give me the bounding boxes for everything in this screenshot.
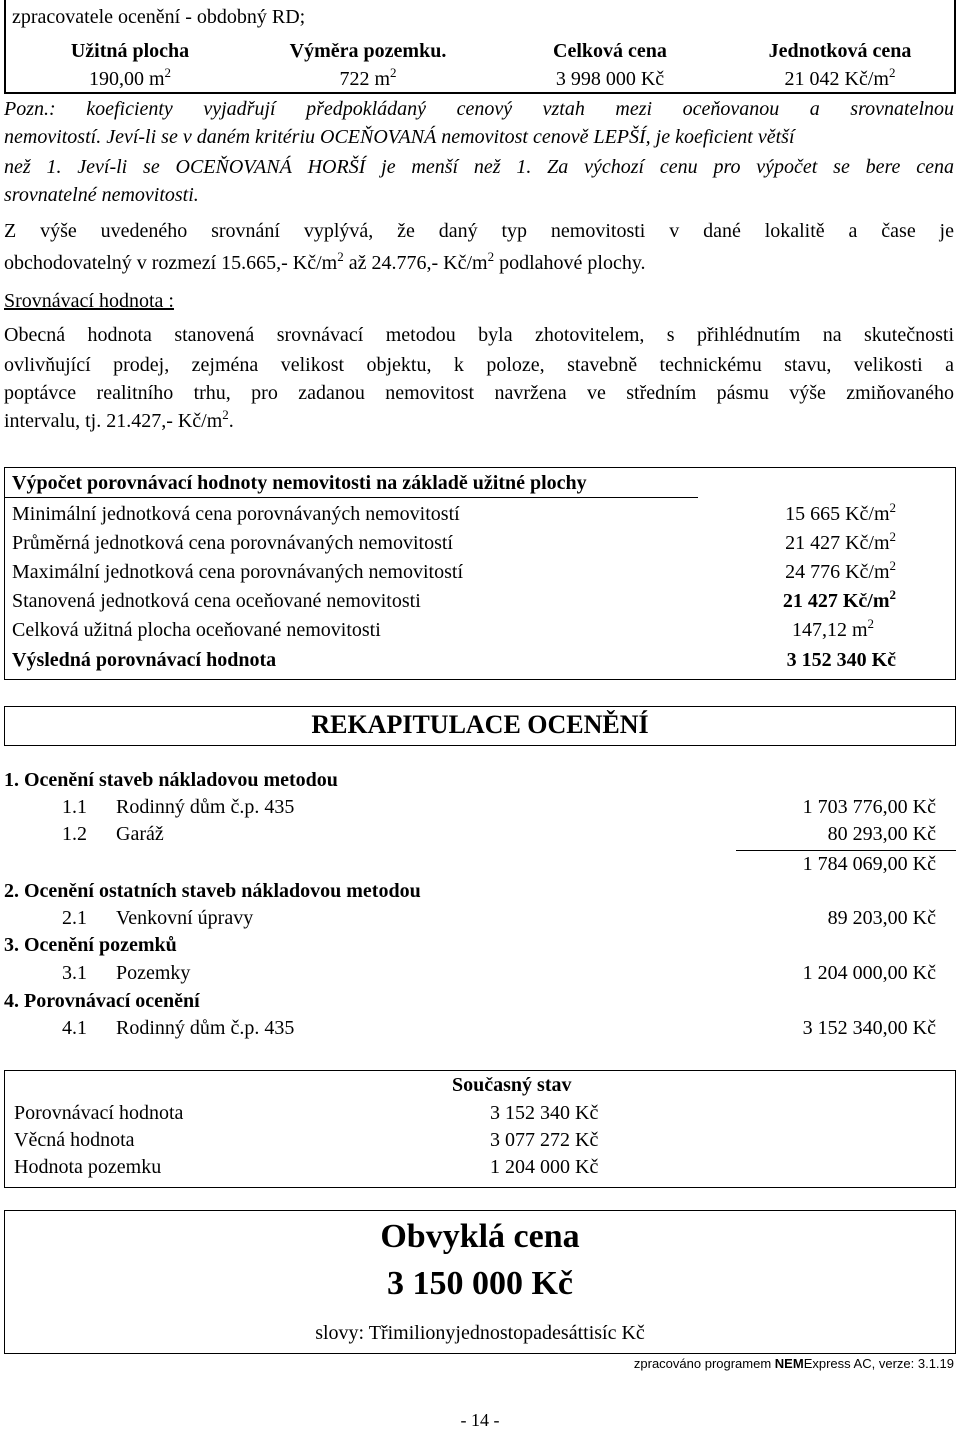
col-vymera-pozemku: Výměra pozemku. — [289, 40, 447, 62]
stav-label: Věcná hodnota — [14, 1129, 135, 1151]
srov-line-2: ovlivňující prodej, zejména velikost objektu, k poloze, stavebně technickému stavu, velikosti a — [4, 354, 954, 376]
calc-value-avg: 21 427 $Kč/m^2$ — [785, 529, 896, 554]
col-celkova-cena: Celková cena — [553, 40, 667, 62]
rekap-item-value: 1 204 000,00 Kč — [802, 962, 936, 984]
calc-value-result: 3 152 340 Kč — [786, 649, 896, 671]
calc-label-max: Maximální jednotková cena porovnávaných nemovitostí — [12, 561, 463, 583]
rekap-item-label: Rodinný dům č.p. 435 — [116, 1017, 295, 1039]
rekap-section-3: 3. Ocenění pozemků — [4, 934, 177, 956]
rekap-item-value: 1 703 776,00 Kč — [802, 796, 936, 818]
rekap-item-value: 80 293,00 Kč — [827, 823, 936, 845]
summary-line-2: obchodovatelný v rozmezí 15.665,- $Kč/m^2$ až 24.776,- $Kč/m^2$ podlahové plochy. — [4, 249, 646, 274]
rekap-item-label: Venkovní úpravy — [116, 907, 254, 929]
val-uzitna-plocha: 190,00 $m^2$ — [88, 65, 172, 90]
col-uzitna-plocha: Užitná plocha — [70, 40, 190, 62]
val-jednotkova-cena: 21 042 $Kč/m^2$ — [784, 65, 896, 90]
calc-value-min: 15 665 $Kč/m^2$ — [785, 500, 896, 525]
calc-title: Výpočet porovnávací hodnoty nemovitosti na základě užitné plochy — [12, 472, 587, 494]
val-celkova-cena: 3 998 000 Kč — [555, 68, 665, 90]
val-vymera-pozemku: 722 $m^2$ — [339, 65, 397, 90]
rekap-section-4: 4. Porovnávací ocenění — [4, 990, 200, 1012]
note-line-2: nemovitostí. Jeví-li se v daném kritériu OCEŇOVANÁ nemovitost cenově LEPŠÍ, je koeficient větší — [4, 126, 795, 148]
stav-value: 1 204 000 Kč — [490, 1156, 599, 1178]
top-heading: zpracovatele ocenění - obdobný RD; — [12, 6, 306, 28]
calc-value-stanovena: 21 427 $Kč/m^2$ — [782, 587, 896, 612]
note-line-1: Pozn.: koeficienty vyjadřují předpokládaný cenový vztah mezi oceňovanou a srovnatelnou — [4, 98, 954, 120]
stav-heading: Současný stav — [452, 1074, 572, 1096]
final-price: 3 150 000 Kč — [386, 1265, 574, 1302]
rekap-item-label: Garáž — [116, 823, 164, 845]
rekap-title: REKAPITULACE OCENĚNÍ — [311, 710, 649, 739]
srov-heading: Srovnávací hodnota : — [4, 290, 174, 312]
rekap-item-num: 4.1 — [62, 1017, 87, 1039]
rekap-item-num: 2.1 — [62, 907, 87, 929]
calc-label-plocha: Celková užitná plocha oceňované nemovitosti — [12, 619, 381, 641]
col-jednotkova-cena: Jednotková cena — [768, 40, 912, 62]
stav-value: 3 152 340 Kč — [490, 1102, 599, 1124]
stav-label: Hodnota pozemku — [14, 1156, 162, 1178]
calc-label-stanovena: Stanovená jednotková cena oceňované nemovitosti — [12, 590, 421, 612]
final-title: Obvyklá cena — [380, 1218, 580, 1255]
calc-label-avg: Průměrná jednotková cena porovnávaných nemovitostí — [12, 532, 453, 554]
rekap-section-1-total: 1 784 069,00 Kč — [802, 853, 936, 875]
calc-value-max: 24 776 $Kč/m^2$ — [785, 558, 896, 583]
stav-label: Porovnávací hodnota — [14, 1102, 184, 1124]
rekap-section-2: 2. Ocenění ostatních staveb nákladovou metodou — [4, 880, 421, 902]
rekap-section-1: 1. Ocenění staveb nákladovou metodou — [4, 769, 338, 791]
rekap-item-num: 3.1 — [62, 962, 87, 984]
note-line-3: než 1. Jeví-li se OCEŇOVANÁ HORŠÍ je menší než 1. Za výchozí cenu pro výpočet se bere cena — [4, 156, 954, 178]
page-number: - 14 - — [460, 1410, 500, 1430]
final-words: slovy: Třimilionyjednostopadesáttisíc Kč — [315, 1322, 645, 1344]
srov-line-3: poptávce realitního trhu, pro zadanou nemovitost navržena ve středním pásmu výše zmiňovaného — [4, 382, 954, 404]
sum-divider — [736, 850, 956, 851]
calc-label-min: Minimální jednotková cena porovnávaných nemovitostí — [12, 503, 460, 525]
calc-value-plocha: 147,12 $m^2$ — [791, 616, 874, 641]
srov-line-1: Obecná hodnota stanovená srovnávací metodou byla zhotovitelem, s přihlédnutím na skutečnosti — [4, 324, 954, 346]
rekap-item-num: 1.1 — [62, 796, 87, 818]
calc-label-result: Výsledná porovnávací hodnota — [12, 649, 277, 671]
srov-line-4: intervalu, tj. 21.427,- $Kč/m^2$. — [4, 407, 234, 432]
rekap-item-label: Pozemky — [116, 962, 191, 984]
stav-value: 3 077 272 Kč — [490, 1129, 599, 1151]
summary-line-1: Z výše uvedeného srovnání vyplývá, že daný typ nemovitosti v dané lokalitě a čase je — [4, 220, 954, 242]
rekap-item-num: 1.2 — [62, 823, 87, 845]
rekap-item-value: 3 152 340,00 Kč — [802, 1017, 936, 1039]
note-line-4: srovnatelné nemovitosti. — [4, 184, 199, 206]
rekap-item-value: 89 203,00 Kč — [827, 907, 936, 929]
rekap-item-label: Rodinný dům č.p. 435 — [116, 796, 295, 818]
footer-program-credit: zpracováno programem NEMExpress AC, verze: 3.1.19 — [633, 1356, 954, 1371]
